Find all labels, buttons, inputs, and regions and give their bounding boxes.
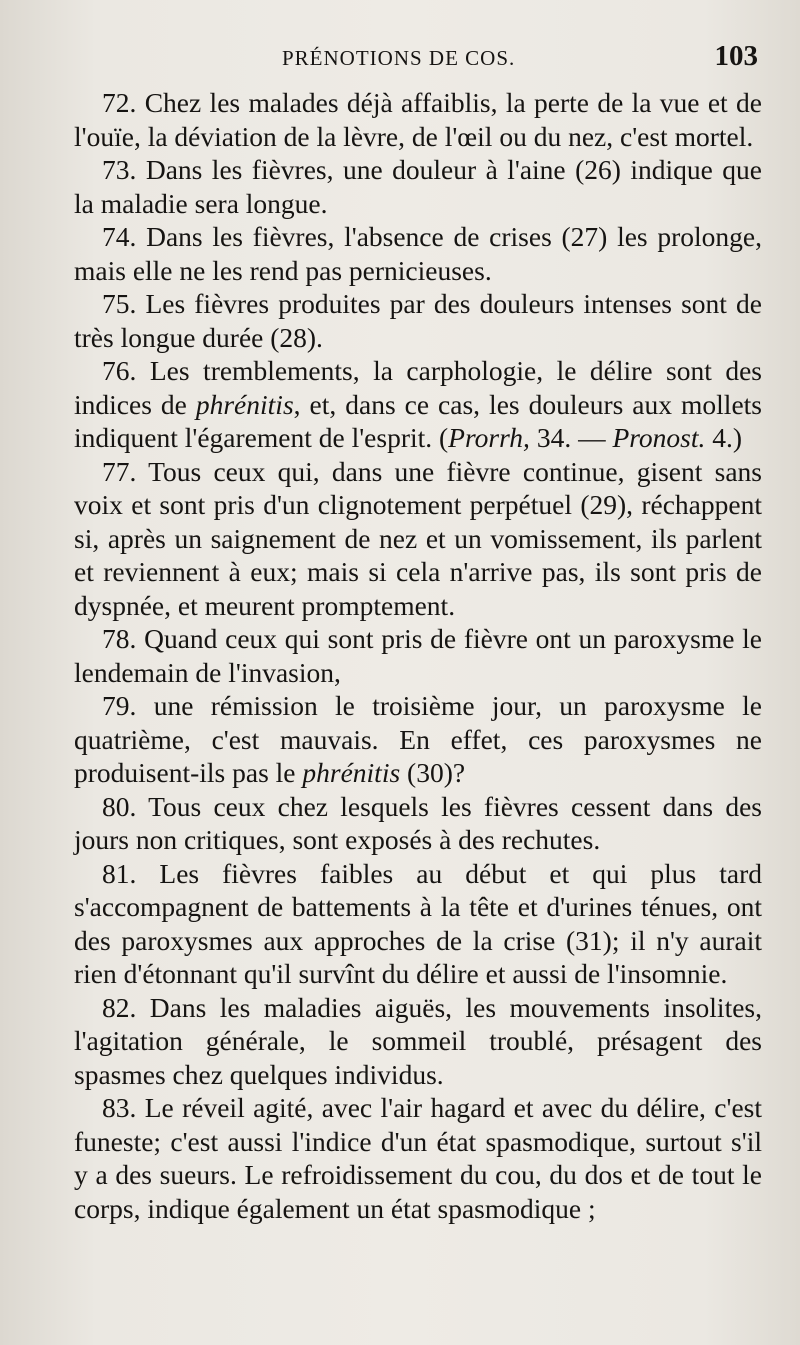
paragraph-text: une rémission le troisième jour, un paroxysme le quatrième, c'est mauvais. En effet, ces paroxysmes ne produisent-ils pas le xyxy=(74,690,762,788)
paragraph-number: 81. xyxy=(102,857,137,889)
paragraph-number: 80. xyxy=(102,790,137,822)
paragraph-text: (30)? xyxy=(400,757,466,788)
paragraph-text: Dans les fièvres, l'absence de crises (27) les prolonge, mais elle ne les rend pas pernicieuses. xyxy=(74,221,762,286)
paragraph-number: 75. xyxy=(102,288,137,319)
italic-term: phrénitis xyxy=(302,757,401,788)
paragraph-number: 72. xyxy=(102,87,137,118)
italic-term: phrénitis xyxy=(195,388,294,420)
paragraph-82 xyxy=(74,991,762,1092)
paragraph-text: Dans les fièvres, une douleur à l'aine (26) indique que la maladie sera longue. xyxy=(74,154,762,219)
paragraph-73 xyxy=(74,153,762,220)
paragraph-number: 83. xyxy=(102,1092,137,1123)
body-text xyxy=(74,86,762,1225)
paragraph-number: 74. xyxy=(102,221,137,252)
paragraph-text: Dans les maladies aiguës, les mouvements insolites, l'agitation générale, le sommeil troublé, présagent des spasmes chez quelques individus. xyxy=(74,991,762,1090)
paragraph-text: Les fièvres faibles au début et qui plus tard s'accompagnent de battements à la tête et d'urines ténues, ont des paroxysmes aux approches de la crise (31); il n'y aurait rien d'étonnant qu'il survînt du délire et aussi de l'insomnie. xyxy=(74,857,762,989)
paragraph-text: , et, dans ce cas, les douleurs aux mollets indiquent l'égarement de l'esprit. ( xyxy=(74,388,762,453)
citation-prorrh: Prorrh, xyxy=(448,422,530,453)
paragraph-text: Quand ceux qui sont pris de fièvre ont un paroxysme le lendemain de l'invasion, xyxy=(74,623,762,688)
paragraph-number: 79. xyxy=(102,690,137,721)
paragraph-80 xyxy=(74,790,762,857)
paragraph-78 xyxy=(74,622,762,689)
paragraph-number: 82. xyxy=(102,991,137,1023)
paragraph-text: Chez les malades déjà affaiblis, la perte de la vue et de l'ouïe, la déviation de la lèvre, de l'œil ou du nez, c'est mortel. xyxy=(74,87,762,152)
running-title: PRÉNOTIONS DE COS. xyxy=(282,46,516,70)
paragraph-81 xyxy=(74,857,762,991)
paragraph-text: Tous ceux chez lesquels les fièvres cessent dans des jours non critiques, sont exposés à des rechutes. xyxy=(74,790,762,855)
page-number: 103 xyxy=(714,40,758,72)
paragraph-83 xyxy=(74,1091,762,1225)
paragraph-text: 4.) xyxy=(705,422,743,453)
citation-pronost: Pronost. xyxy=(612,422,706,453)
paragraph-text: Les fièvres produites par des douleurs intenses sont de très longue durée (28). xyxy=(74,288,762,353)
paragraph-76 xyxy=(74,354,762,455)
paragraph-number: 77. xyxy=(102,455,137,487)
paragraph-74 xyxy=(74,220,762,287)
paragraph-text: 34. — xyxy=(529,422,613,453)
paragraph-number: 76. xyxy=(102,355,137,386)
paragraph-75 xyxy=(74,287,762,354)
paragraph-text: Tous ceux qui, dans une fièvre continue, gisent sans voix et sont pris d'un clignotement perpétuel (29), réchappent si, après un saignement de nez et un vomissement, ils parlent et reviennent à eux; mais si cela n'arrive pas, ils sont pris de dyspnée, et meurent promptement. xyxy=(74,455,762,621)
paragraph-77 xyxy=(74,455,762,623)
paragraph-number: 78. xyxy=(102,623,137,654)
paragraph-72 xyxy=(74,86,762,153)
paragraph-number: 73. xyxy=(102,154,137,185)
paragraph-text: Les tremblements, la carphologie, le délire sont des indices de xyxy=(74,355,762,420)
paragraph-text: Le réveil agité, avec l'air hagard et avec du délire, c'est funeste; c'est aussi l'indice d'un état spasmodique, surtout s'il y a des sueurs. Le refroidissement du cou, du dos et de tout le corps, indique également un état spasmodique ; xyxy=(74,1092,762,1224)
running-head xyxy=(74,40,762,84)
paragraph-79 xyxy=(74,689,762,790)
